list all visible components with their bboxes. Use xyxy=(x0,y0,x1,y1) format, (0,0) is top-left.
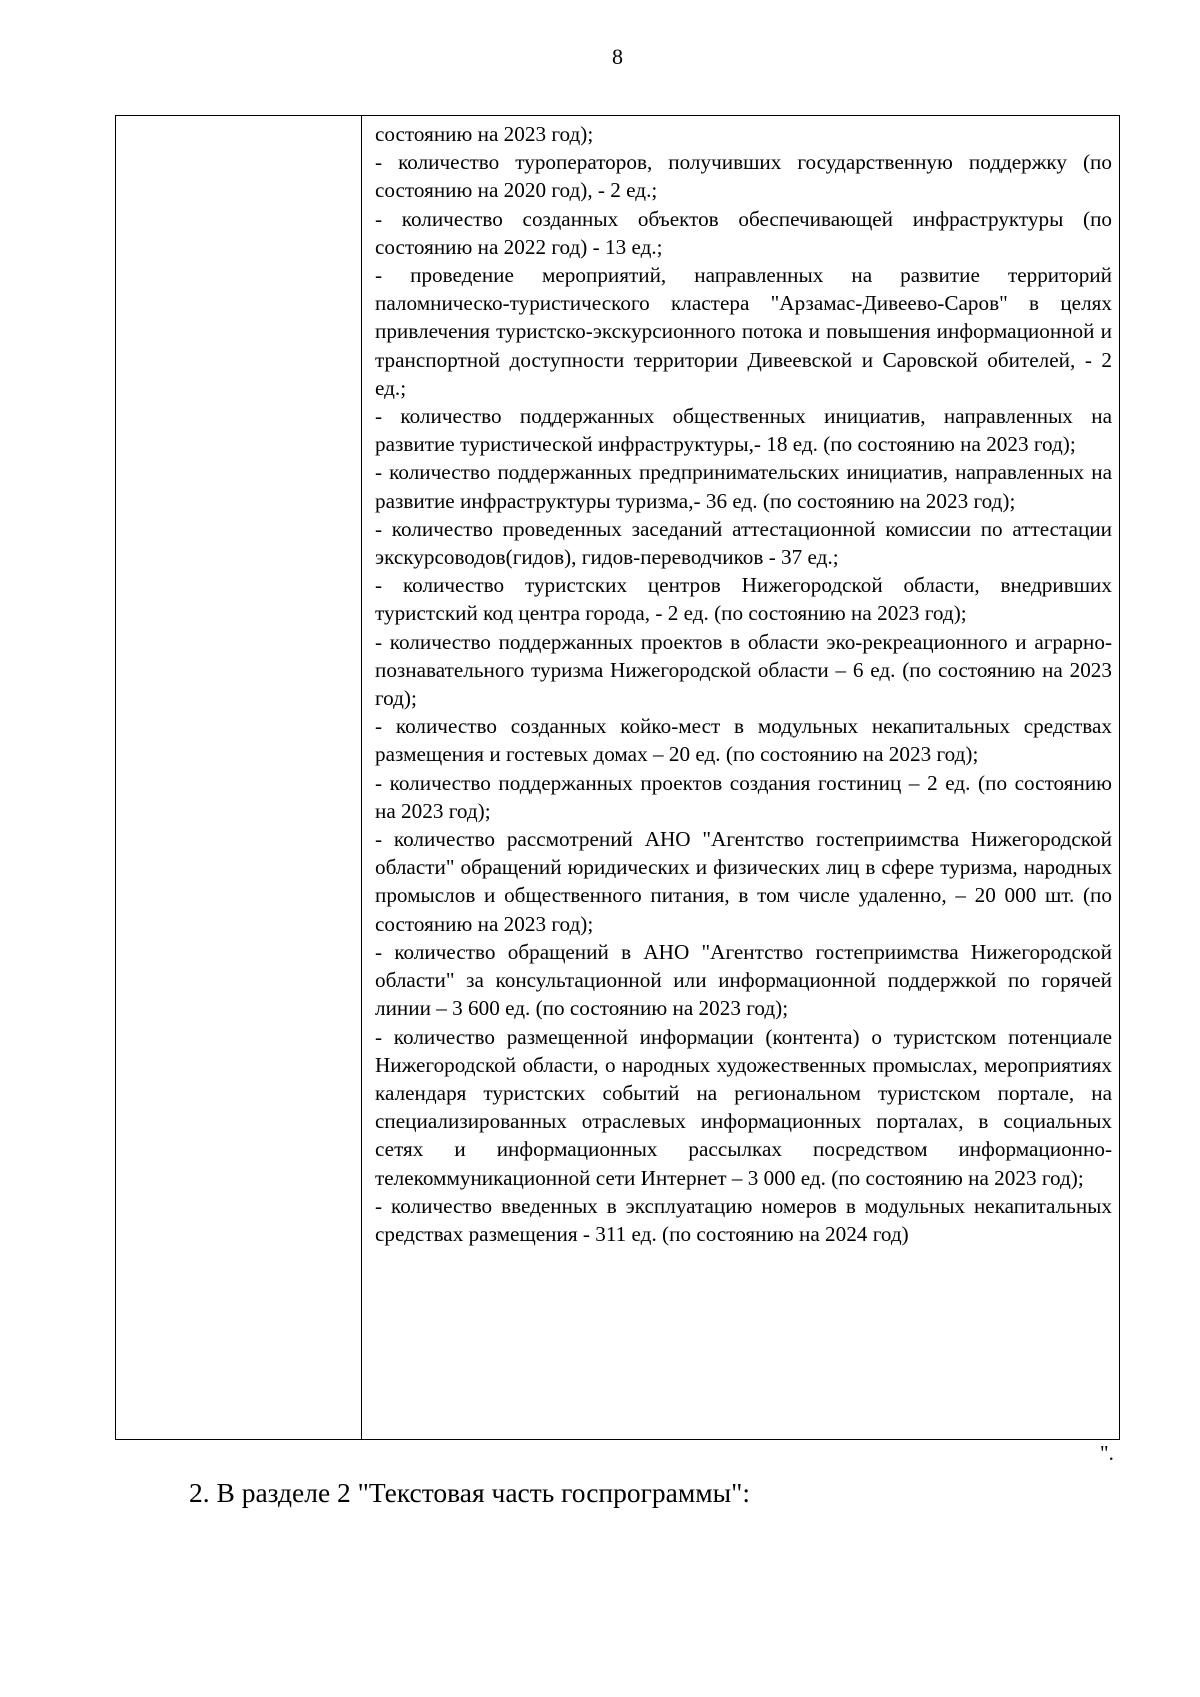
table-paragraph: - проведение мероприятий, направленных на развитие территорий паломническо-туристического кластера "Арзамас-Дивеево-Саров" в целях привлечения туристско-экскурсионного потока и повышения информационной и транспортной доступности территории Дивеевской и Саровской обителей, - 2 ед.; xyxy=(375,263,1112,400)
table-paragraph: - количество введенных в эксплуатацию номеров в модульных некапитальных средствах размещения - 311 ед. (по состоянию на 2024 год) xyxy=(375,1193,1112,1246)
table-paragraph: - количество обращений в АНО "Агентство гостеприимства Нижегородской области" за консультационной или информационной поддержкой по горячей линии – 3 600 ед. (по состоянию на 2023 год); xyxy=(375,939,1112,1021)
page-number: 8 xyxy=(612,44,623,69)
table-paragraph: - количество проведенных заседаний аттестационной комиссии по аттестации экскурсоводов(гидов), гидов-переводчиков - 37 ед.; xyxy=(375,516,1112,570)
table-paragraph: - количество туроператоров, получивших государственную поддержку (по состоянию на 2020 год), - 2 ед.; xyxy=(375,150,1112,203)
table-paragraph: - количество созданных койко-мест в модульных некапитальных средствах размещения и гостевых домах – 20 ед. (по состоянию на 2023 год); xyxy=(375,714,1112,767)
table-paragraph: - количество поддержанных предпринимательских инициатив, направленных на развитие инфраструктуры туризма,- 36 ед. (по состоянию на 2023 год); xyxy=(375,460,1112,513)
table-paragraph: - количество поддержанных общественных инициатив, направленных на развитие туристической инфраструктуры,- 18 ед. (по состоянию на 2023 год); xyxy=(375,404,1112,457)
table-paragraph: - количество поддержанных проектов создания гостиниц – 2 ед. (по состоянию на 2023 год); xyxy=(375,770,1112,823)
table-left-cell xyxy=(116,116,362,1439)
closing-quote: ". xyxy=(1100,1441,1114,1465)
table-paragraph: - количество размещенной информации (контента) о туристском потенциале Нижегородской области, о народных художественных промыслах, мероприятиях календаря туристских событий на региональном туристском портале, на специализированных отраслевых информационных порталах, в социальных сетях и информационных рассылках посредством информационно-телекоммуникационной сети Интернет – 3 000 ед. (по состоянию на 2023 год); xyxy=(375,1024,1112,1190)
table-paragraph: - количество поддержанных проектов в области эко-рекреационного и аграрно-познавательного туризма Нижегородской области – 6 ед. (по состоянию на 2023 год); xyxy=(375,629,1112,711)
table-paragraph: состоянию на 2023 год); xyxy=(375,122,594,146)
indicators-table xyxy=(115,115,1120,1440)
section-heading: 2. В разделе 2 "Текстовая часть госпрограммы": xyxy=(189,1477,750,1508)
table-right-cell xyxy=(362,116,1119,1439)
table-paragraph: - количество созданных объектов обеспечивающей инфраструктуры (по состоянию на 2022 год) - 13 ед.; xyxy=(375,206,1112,259)
table-paragraph: - количество туристских центров Нижегородской области, внедривших туристский код центра города, - 2 ед. (по состоянию на 2023 год); xyxy=(375,573,1112,626)
table-paragraph: - количество рассмотрений АНО "Агентство гостеприимства Нижегородской области" обращений юридических и физических лиц в сфере туризма, народных промыслов и общественного питания, в том числе удаленно, – 20 000 шт. (по состоянию на 2023 год); xyxy=(375,827,1112,936)
